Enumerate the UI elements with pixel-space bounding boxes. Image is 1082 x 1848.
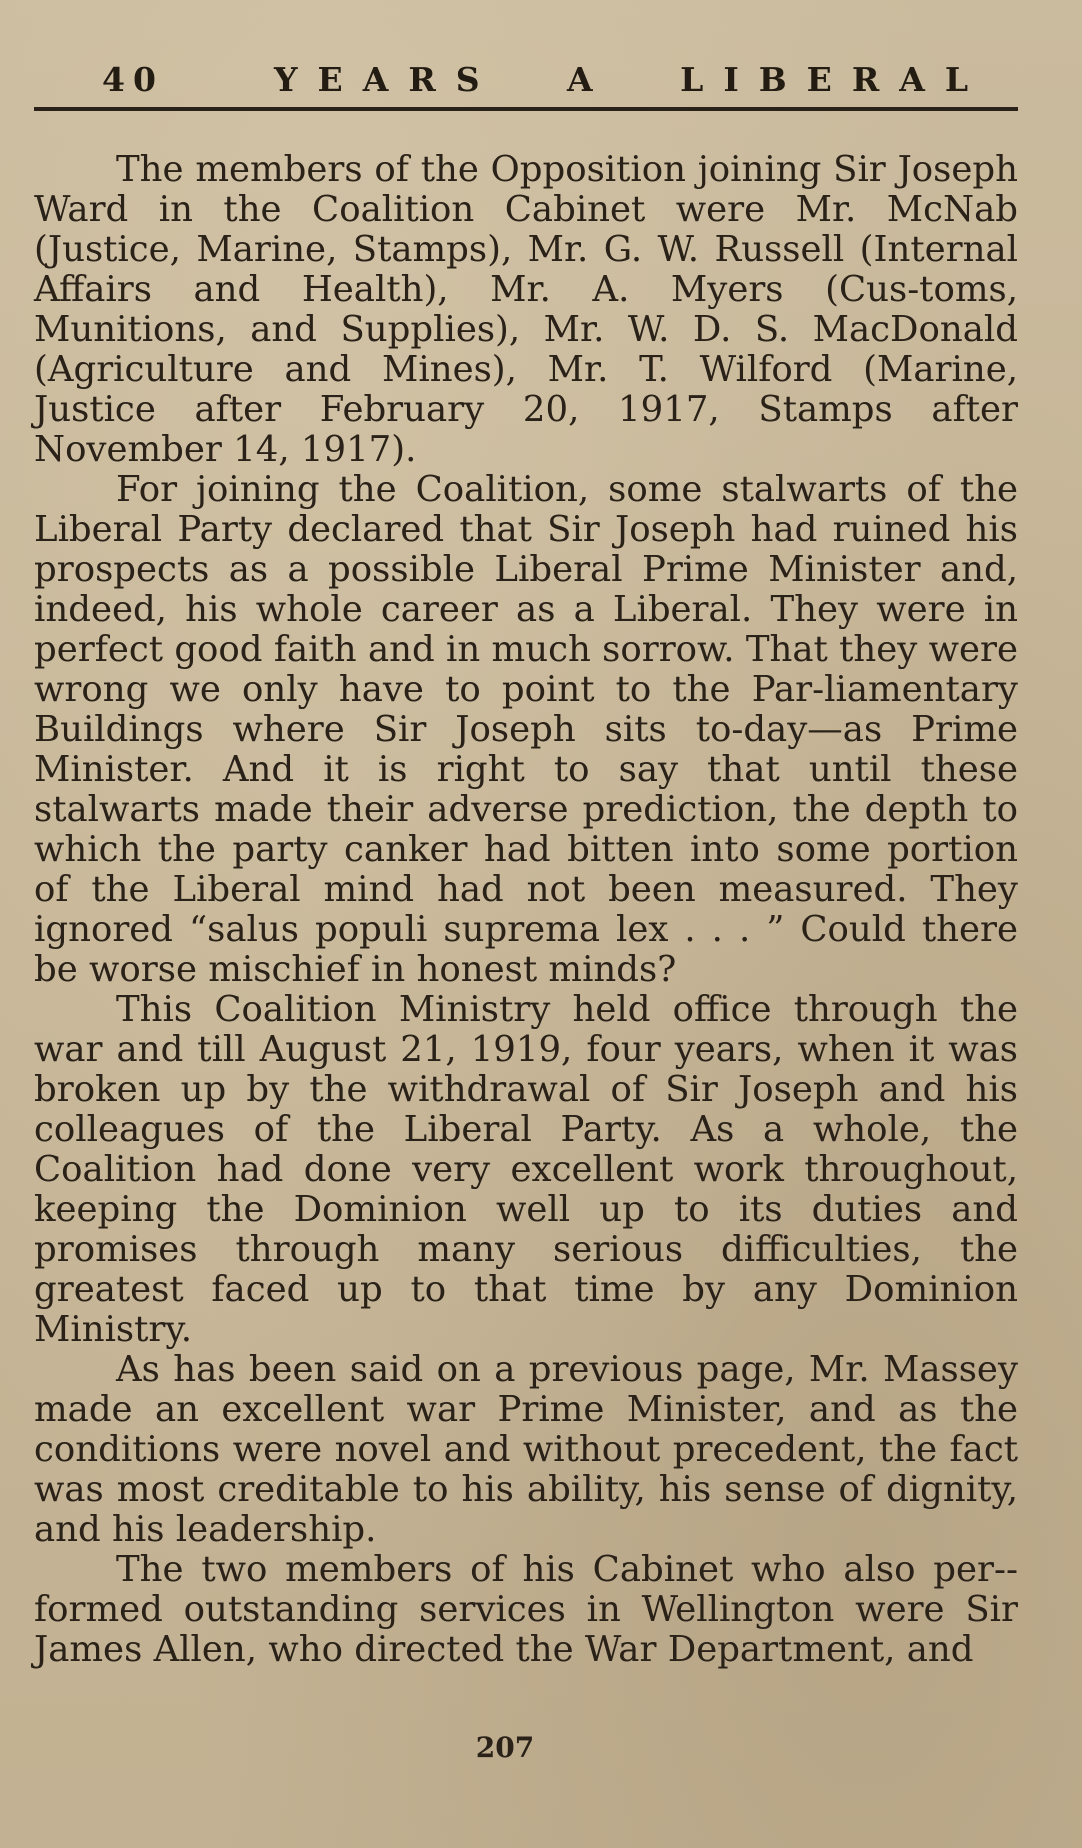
running-head-page-label: 40: [102, 60, 164, 99]
paragraph-1: The members of the Opposition joining Sir Joseph Ward in the Coalition Cabinet were Mr. McNab (Justice, Marine, Stamps), Mr. G. W. Russell (Internal Affairs and Health), Mr. A. Myers (Cus-toms, Munitions, and Supplies), Mr. W. D. S. MacDonald (Agriculture and Mines), Mr. T. Wilford (Marine, Justice after February 20, 1917, Stamps after November 14, 1917).: [34, 149, 1018, 470]
paragraph-5: The two members of his Cabinet who also per-formed outstanding services in Wellington were Sir James Allen, who directed the War Department, and: [34, 1549, 1018, 1670]
running-head: [34, 58, 1018, 102]
page-number: 207: [475, 1731, 535, 1764]
header-rule: [34, 107, 1018, 111]
paragraph-4: As has been said on a previous page, Mr. Massey made an excellent war Prime Minister, and as the conditions were novel and without precedent, the fact was most creditable to his ability, his sense of dignity, and his leadership.: [34, 1349, 1018, 1550]
paragraph-2: For joining the Coalition, some stalwarts of the Liberal Party declared that Sir Joseph had ruined his prospects as a possible Liberal Prime Minister and, indeed, his whole career as a Liberal. They were in perfect good faith and in much sorrow. That they were wrong we only have to point to the Par-liamentary Buildings where Sir Joseph sits to-day—as Prime Minister. And it is right to say that until these stalwarts made their adverse prediction, the depth to which the party canker had bitten into some portion of the Liberal mind had not been measured. They ignored “salus populi suprema lex . . . ” Could there be worse mischief in honest minds?: [34, 469, 1018, 990]
paragraph-3: This Coalition Ministry held office through the war and till August 21, 1919, four years, when it was broken up by the withdrawal of Sir Joseph and his colleagues of the Liberal Party. As a whole, the Coalition had done very excellent work throughout, keeping the Dominion well up to its duties and promises through many serious difficulties, the greatest faced up to that time by any Dominion Ministry.: [34, 989, 1018, 1350]
running-head-title: YEARS A LIBERAL: [274, 60, 989, 99]
body-text: [34, 150, 1018, 1670]
